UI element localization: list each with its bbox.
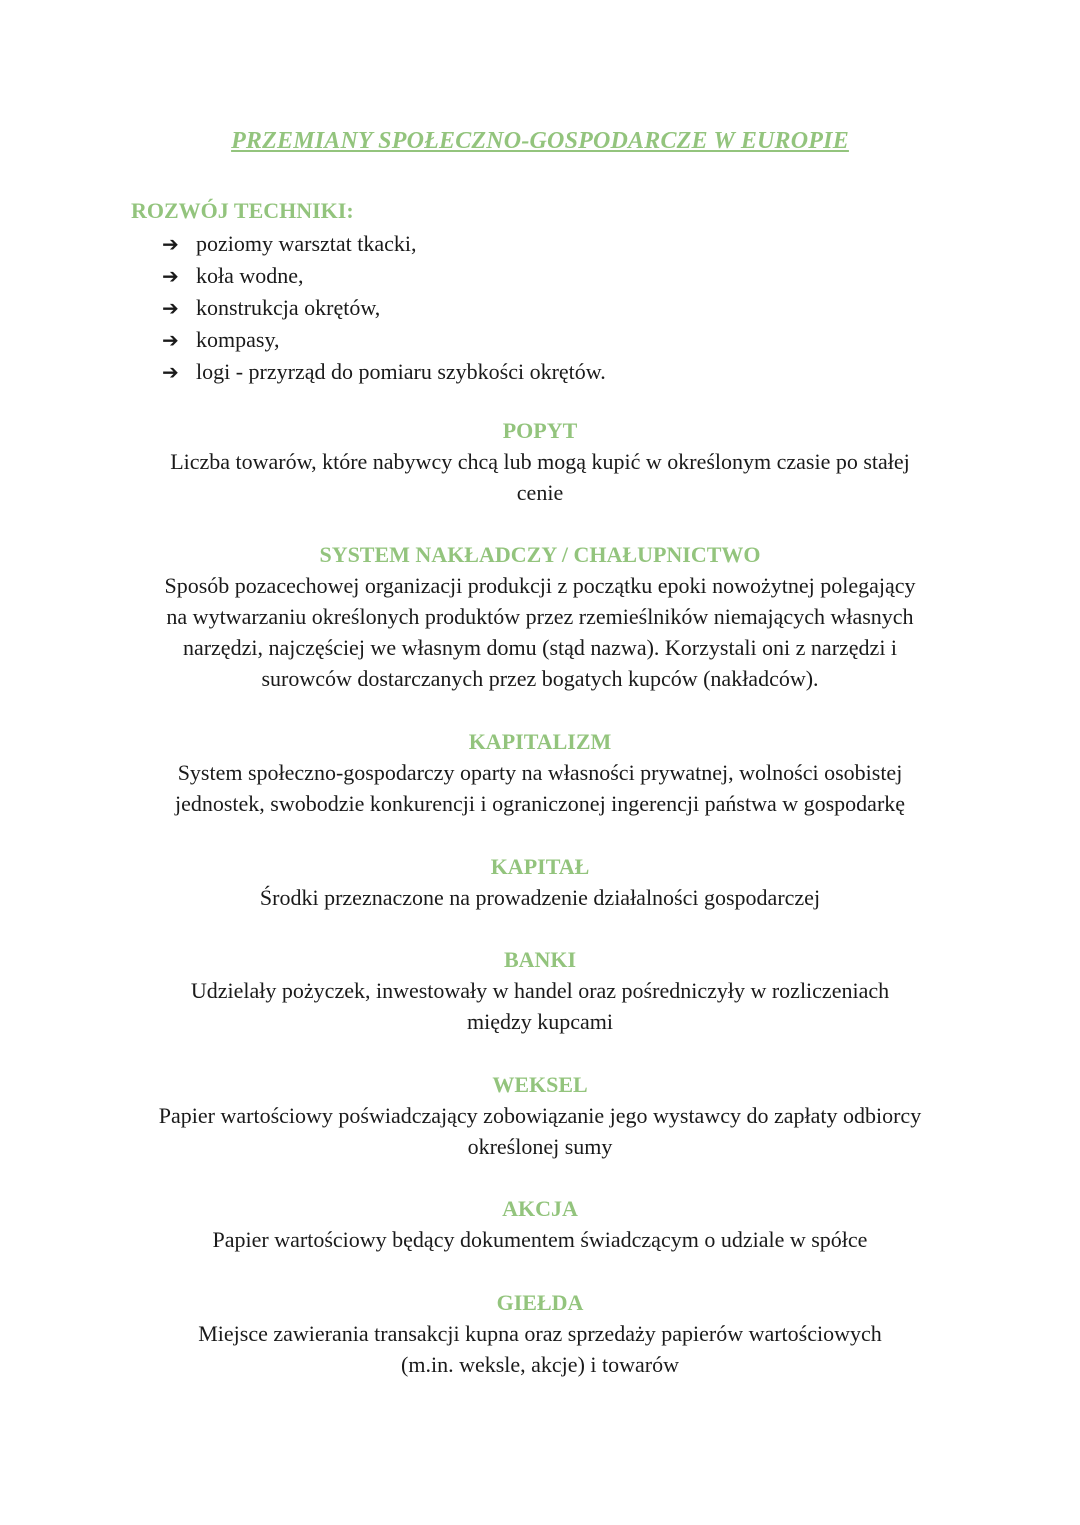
arrow-right-icon: ➔: [162, 296, 179, 320]
section-heading: KAPITALIZM: [468, 729, 612, 754]
section-text-line: na wytwarzaniu określonych produktów przez rzemieślników niemających własnych: [166, 604, 914, 629]
section-text-line: (m.in. weksle, akcje) i towarów: [401, 1352, 679, 1377]
section-text-line: Papier wartościowy będący dokumentem świadczącym o udziale w spółce: [212, 1227, 868, 1252]
section-text-line: Liczba towarów, które nabywcy chcą lub mogą kupić w określonym czasie po stałej: [170, 449, 910, 474]
list-item: ➔ koła wodne,: [162, 260, 606, 292]
section-heading: BANKI: [503, 947, 577, 972]
document-title: PRZEMIANY SPOŁECZNO-GOSPODARCZE W EUROPIE: [231, 128, 849, 154]
section-kapital: [120, 851, 960, 913]
section-heading: POPYT: [502, 418, 578, 443]
section-banki: [120, 944, 960, 1037]
technique-heading: ROZWÓJ TECHNIKI:: [131, 198, 354, 223]
arrow-right-icon: ➔: [162, 232, 179, 256]
section-text-line: określonej sumy: [467, 1134, 613, 1159]
section-heading: AKCJA: [502, 1196, 578, 1221]
section-text-line: Papier wartościowy poświadczający zobowiązanie jego wystawcy do zapłaty odbiorcy: [158, 1103, 922, 1128]
section-akcja: [120, 1193, 960, 1255]
section-weksel: [120, 1069, 960, 1162]
section-text-line: Sposób pozacechowej organizacji produkcji z początku epoki nowożytnej polegający: [164, 573, 916, 598]
arrow-right-icon: ➔: [162, 264, 179, 288]
section-kapitalizm: [120, 726, 960, 819]
technique-list: [162, 228, 606, 388]
section-text-line: Udzielały pożyczek, inwestowały w handel oraz pośredniczyły w rozliczeniach: [190, 978, 890, 1003]
section-text-line: Miejsce zawierania transakcji kupna oraz sprzedaży papierów wartościowych: [198, 1321, 882, 1346]
section-text-line: Środki przeznaczone na prowadzenie działalności gospodarczej: [259, 885, 821, 910]
section-heading: KAPITAŁ: [490, 854, 590, 879]
section-text-line: narzędzi, najczęściej we własnym domu (stąd nazwa). Korzystali oni z narzędzi i: [182, 635, 898, 660]
section-heading: GIEŁDA: [496, 1290, 584, 1315]
section-heading: SYSTEM NAKŁADCZY / CHAŁUPNICTWO: [319, 542, 761, 567]
section-heading: WEKSEL: [492, 1072, 588, 1097]
section-text-line: między kupcami: [466, 1009, 613, 1034]
arrow-right-icon: ➔: [162, 328, 179, 352]
section-text-line: System społeczno-gospodarczy oparty na własności prywatnej, wolności osobistej: [177, 760, 903, 785]
section-system-nakladczy: [120, 539, 960, 694]
section-text-line: jednostek, swobodzie konkurencji i ograniczonej ingerencji państwa w gospodarkę: [174, 791, 906, 816]
section-popyt: [120, 415, 960, 508]
section-gielda: [120, 1287, 960, 1380]
list-item: ➔ konstrukcja okrętów,: [162, 292, 606, 324]
section-text-line: surowców dostarczanych przez bogatych kupców (nakładców).: [261, 666, 819, 691]
list-item: ➔ kompasy,: [162, 324, 606, 356]
arrow-right-icon: ➔: [162, 360, 179, 384]
section-text-line: cenie: [516, 480, 564, 505]
list-item: ➔ poziomy warsztat tkacki,: [162, 228, 606, 260]
list-item: ➔ logi - przyrząd do pomiaru szybkości okrętów.: [162, 356, 606, 388]
